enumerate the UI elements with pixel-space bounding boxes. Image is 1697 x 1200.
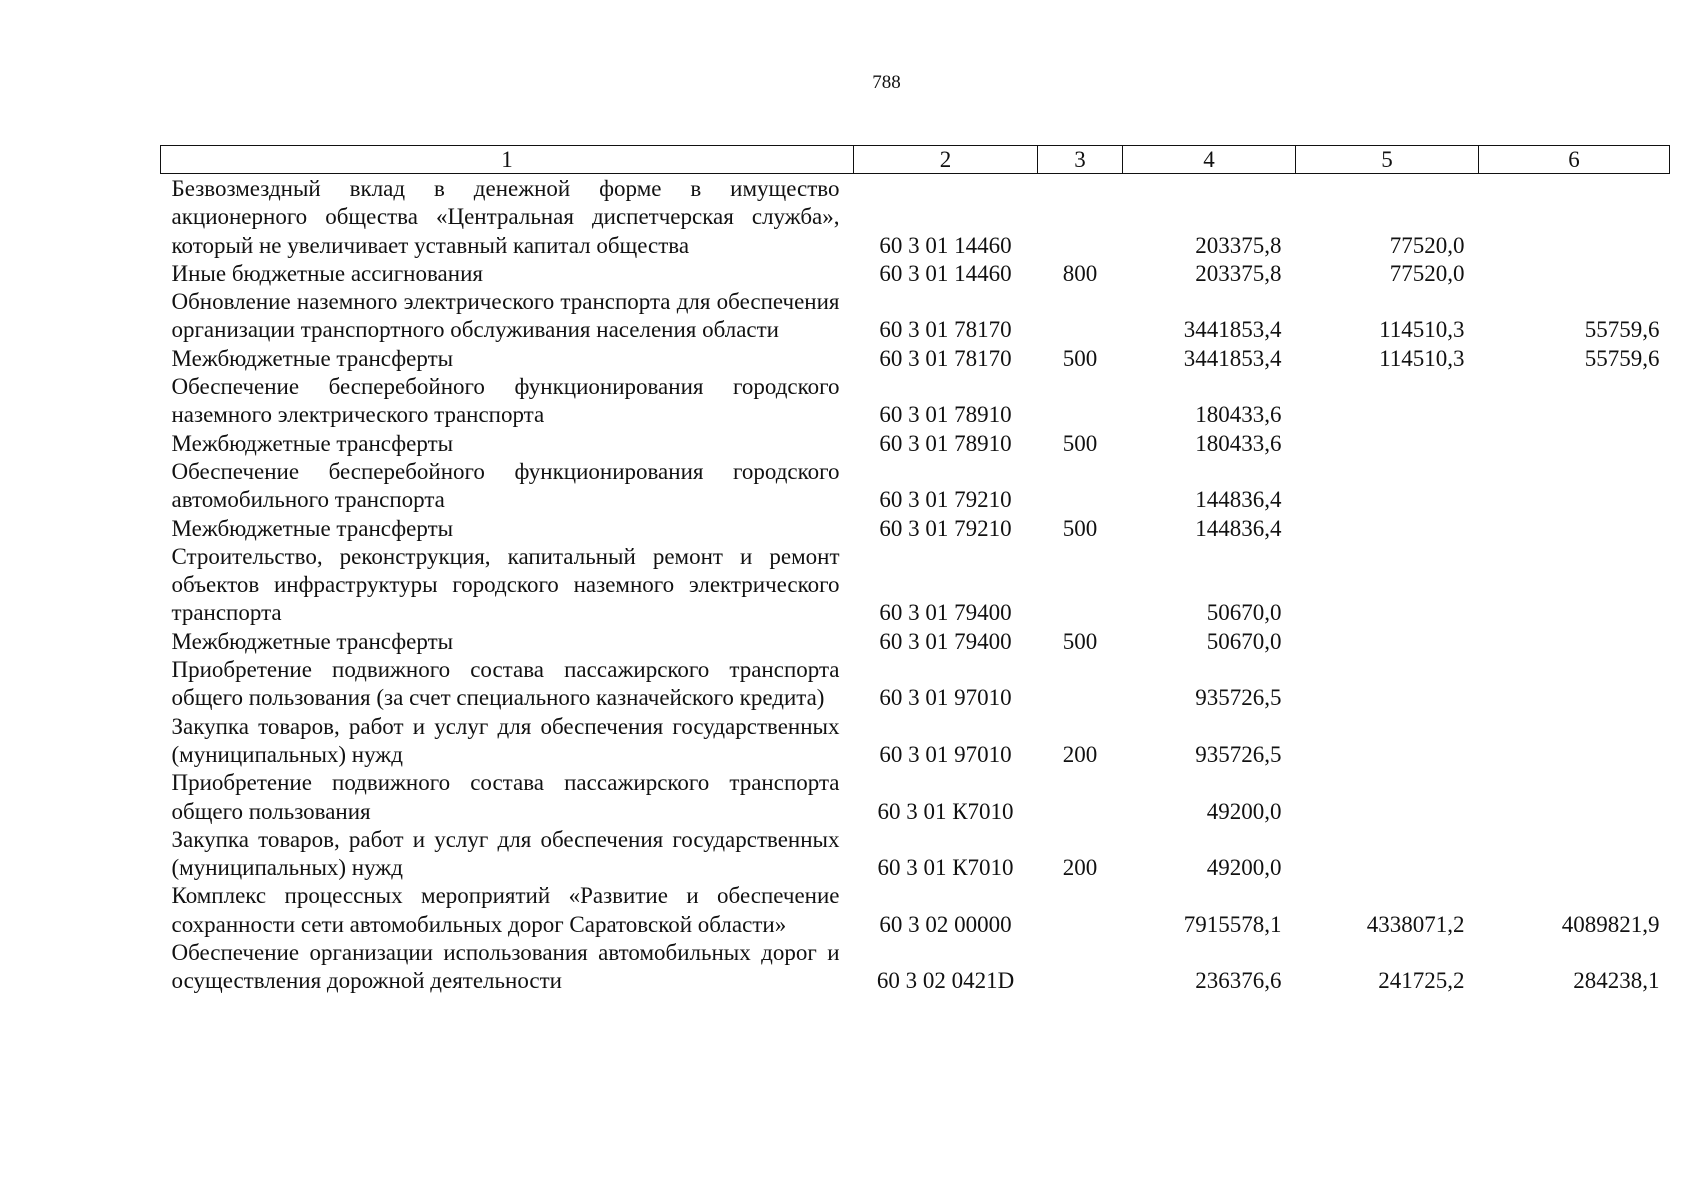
row-value-5 — [1296, 628, 1479, 656]
row-name: Закупка товаров, работ и услуг для обеспечения государственных (муниципальных) нужд — [171, 713, 840, 767]
table-row — [161, 515, 1670, 543]
row-code: 60 3 01 78910 — [879, 430, 1012, 456]
column-header-3: 3 — [1038, 146, 1123, 174]
column-header-2: 2 — [854, 146, 1038, 174]
row-value-4: 144836,4 — [1195, 515, 1282, 541]
row-expense-type — [1038, 373, 1123, 430]
column-header-1: 1 — [161, 146, 854, 174]
row-value-6 — [1479, 543, 1670, 628]
row-code: 60 3 01 78170 — [879, 317, 1012, 343]
row-expense-type — [1038, 288, 1123, 345]
row-value-6 — [1479, 260, 1670, 288]
table-row — [161, 713, 1670, 770]
row-value-4: 935726,5 — [1195, 741, 1282, 767]
row-value-4: 236376,6 — [1195, 968, 1282, 994]
row-value-6 — [1479, 515, 1670, 543]
row-code: 60 3 01 79210 — [879, 515, 1012, 541]
row-value-4: 50670,0 — [1206, 628, 1282, 654]
row-value-4: 7915578,1 — [1183, 911, 1282, 937]
row-expense-type — [1038, 458, 1123, 515]
table-row — [161, 769, 1670, 826]
row-code: 60 3 01 14460 — [879, 260, 1012, 286]
row-value-4: 203375,8 — [1195, 260, 1282, 286]
row-expense-type — [1038, 939, 1123, 996]
column-number-header — [161, 146, 1670, 174]
row-value-4: 144836,4 — [1195, 487, 1282, 513]
table-row — [161, 826, 1670, 883]
row-value-6: 284238,1 — [1573, 968, 1660, 994]
row-name: Обновление наземного электрического транспорта для обеспечения организации транспортного обслуживания населения области — [171, 289, 840, 343]
row-name: Обеспечение бесперебойного функционирования городского наземного электрического транспорта — [171, 374, 840, 428]
row-value-5: 114510,3 — [1379, 317, 1465, 343]
row-code: 60 3 01 14460 — [879, 232, 1012, 258]
row-value-4: 49200,0 — [1206, 798, 1282, 824]
row-code: 60 3 01 79400 — [879, 600, 1012, 626]
table-row — [161, 345, 1670, 373]
table-row — [161, 628, 1670, 656]
row-expense-type — [1038, 543, 1123, 628]
row-value-4: 49200,0 — [1206, 855, 1282, 881]
row-value-5: 77520,0 — [1389, 260, 1465, 286]
row-value-5: 114510,3 — [1379, 345, 1465, 371]
row-code: 60 3 01 97010 — [879, 741, 1012, 767]
row-expense-type — [1038, 769, 1123, 826]
row-name: Межбюджетные трансферты — [171, 628, 454, 654]
row-code: 60 3 01 К7010 — [877, 855, 1014, 881]
row-name: Обеспечение бесперебойного функционирования городского автомобильного транспорта — [171, 458, 840, 513]
table-row — [161, 939, 1670, 996]
row-expense-type: 500 — [1062, 430, 1098, 456]
row-value-5 — [1296, 430, 1479, 458]
table-row — [161, 543, 1670, 628]
row-expense-type — [1038, 882, 1123, 939]
row-code: 60 3 01 79210 — [879, 487, 1012, 513]
row-value-4: 50670,0 — [1206, 600, 1282, 626]
row-value-6 — [1479, 174, 1670, 260]
row-expense-type: 200 — [1062, 855, 1098, 881]
row-name: Обеспечение организации использования автомобильных дорог и осуществления дорожной деятельности — [171, 940, 840, 994]
row-name: Безвозмездный вклад в денежной форме в имущество акционерного общества «Центральная диспетчерская служба», который не увеличивает уставный капитал общества — [171, 176, 840, 258]
row-value-6 — [1479, 430, 1670, 458]
row-value-6: 55759,6 — [1584, 345, 1660, 371]
table-row — [161, 430, 1670, 458]
row-expense-type — [1038, 174, 1123, 260]
row-value-4: 3441853,4 — [1183, 317, 1282, 343]
row-value-6 — [1479, 458, 1670, 515]
page-number: 788 — [872, 72, 901, 93]
table-row — [161, 458, 1670, 515]
row-value-6 — [1479, 628, 1670, 656]
row-code: 60 3 01 97010 — [879, 685, 1012, 711]
column-header-4: 4 — [1123, 146, 1296, 174]
table-row — [161, 288, 1670, 345]
row-value-5 — [1296, 826, 1479, 883]
row-value-6 — [1479, 826, 1670, 883]
row-value-5 — [1296, 373, 1479, 430]
row-value-4: 203375,8 — [1195, 232, 1282, 258]
row-value-6: 55759,6 — [1584, 317, 1660, 343]
row-code: 60 3 01 К7010 — [877, 798, 1014, 824]
row-value-6: 4089821,9 — [1561, 911, 1660, 937]
row-value-5 — [1296, 713, 1479, 770]
row-name: Межбюджетные трансферты — [171, 515, 454, 541]
row-value-4: 3441853,4 — [1183, 345, 1282, 371]
row-code: 60 3 02 0421D — [876, 968, 1015, 994]
row-expense-type: 200 — [1062, 741, 1098, 767]
table-row — [161, 882, 1670, 939]
column-header-5: 5 — [1296, 146, 1479, 174]
row-expense-type — [1038, 656, 1123, 713]
row-name: Межбюджетные трансферты — [171, 345, 454, 371]
row-code: 60 3 01 79400 — [879, 628, 1012, 654]
row-expense-type: 500 — [1062, 628, 1098, 654]
row-value-5 — [1296, 543, 1479, 628]
row-value-6 — [1479, 713, 1670, 770]
row-name: Приобретение подвижного состава пассажирского транспорта общего пользования (за счет специального казначейского кредита) — [171, 657, 840, 711]
row-name: Закупка товаров, работ и услуг для обеспечения государственных (муниципальных) нужд — [171, 826, 840, 881]
row-code: 60 3 01 78910 — [879, 402, 1012, 428]
row-expense-type: 500 — [1062, 515, 1098, 541]
row-name: Иные бюджетные ассигнования — [171, 260, 483, 286]
table-row — [161, 656, 1670, 713]
row-expense-type: 800 — [1062, 260, 1098, 286]
row-value-6 — [1479, 769, 1670, 826]
table-row — [161, 174, 1670, 260]
row-name: Строительство, реконструкция, капитальный ремонт и ремонт объектов инфраструктуры городского наземного электрического транспорта — [171, 543, 840, 626]
row-value-5 — [1296, 458, 1479, 515]
row-expense-type: 500 — [1062, 345, 1098, 371]
row-name: Приобретение подвижного состава пассажирского транспорта общего пользования — [171, 770, 840, 824]
row-name: Межбюджетные трансферты — [171, 430, 454, 456]
table-row — [161, 373, 1670, 430]
row-value-5: 77520,0 — [1389, 232, 1465, 258]
row-value-5 — [1296, 515, 1479, 543]
row-value-5 — [1296, 656, 1479, 713]
table-row — [161, 260, 1670, 288]
row-value-5 — [1296, 769, 1479, 826]
row-value-4: 180433,6 — [1195, 430, 1282, 456]
row-value-4: 935726,5 — [1195, 685, 1282, 711]
column-header-6: 6 — [1479, 146, 1670, 174]
row-code: 60 3 01 78170 — [879, 345, 1012, 371]
row-value-6 — [1479, 656, 1670, 713]
row-value-5: 4338071,2 — [1366, 911, 1465, 937]
row-code: 60 3 02 00000 — [879, 911, 1012, 937]
budget-table — [160, 145, 1670, 996]
row-value-6 — [1479, 373, 1670, 430]
row-value-4: 180433,6 — [1195, 402, 1282, 428]
row-name: Комплекс процессных мероприятий «Развитие и обеспечение сохранности сети автомобильных дорог Саратовской области» — [171, 883, 840, 937]
row-value-5: 241725,2 — [1378, 968, 1465, 994]
